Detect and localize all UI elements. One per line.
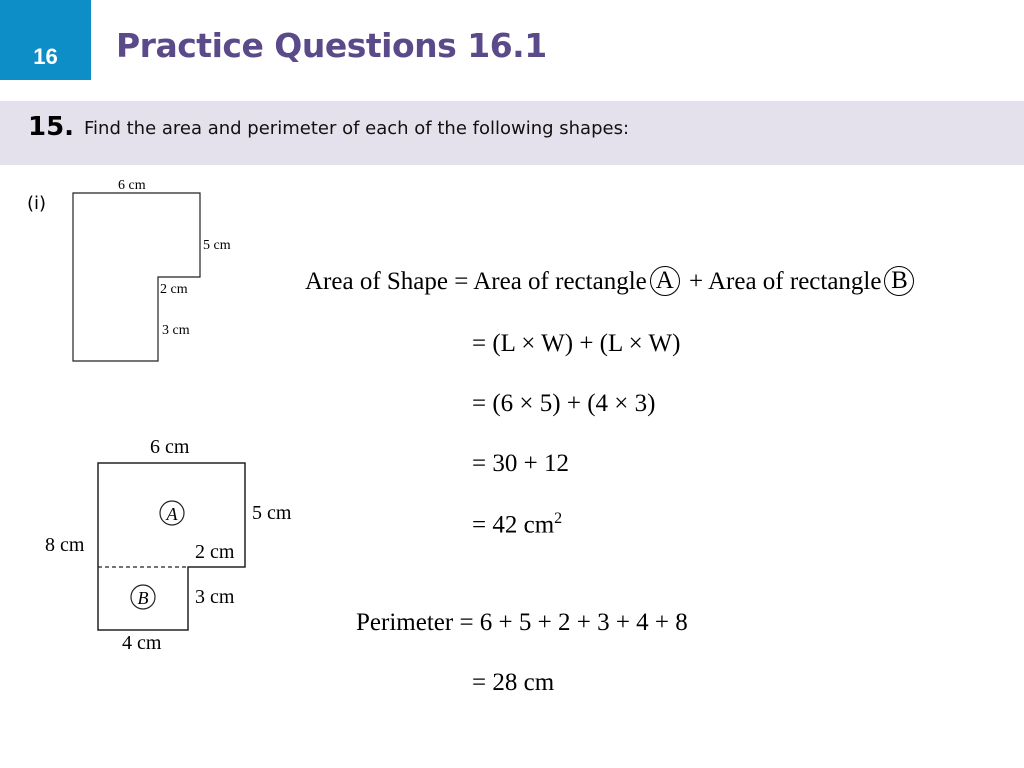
area-unit-exponent: 2 bbox=[554, 510, 563, 527]
perimeter-step-1-text: = 6 + 5 + 2 + 3 + 4 + 8 bbox=[459, 609, 688, 636]
chapter-number: 16 bbox=[33, 44, 58, 69]
question-number: 15. bbox=[28, 112, 75, 142]
perimeter-step-2-text: = 28 cm bbox=[472, 669, 555, 696]
label-bottom-2cm: 2 cm bbox=[195, 541, 235, 563]
perimeter-equation bbox=[356, 609, 688, 637]
label-top-2cm: 2 cm bbox=[160, 282, 188, 297]
label-bottom-8cm: 8 cm bbox=[45, 534, 85, 556]
area-lhs: Area of Shape bbox=[305, 268, 448, 295]
equals-sign: = bbox=[454, 268, 469, 295]
question-text: Find the area and perimeter of each of the following shapes: bbox=[84, 118, 630, 139]
perimeter-step-2 bbox=[472, 669, 554, 697]
label-top-5cm: 5 cm bbox=[203, 238, 231, 253]
page-title: Practice Questions 16.1 bbox=[116, 26, 547, 65]
label-bottom-6cm: 6 cm bbox=[150, 436, 190, 458]
label-top-6cm: 6 cm bbox=[118, 178, 146, 193]
area-step-1 bbox=[472, 330, 680, 358]
label-bottom-4cm: 4 cm bbox=[122, 632, 162, 654]
rect-b-badge: B bbox=[884, 266, 914, 296]
area-step-3 bbox=[472, 450, 569, 478]
area-step-1-text: = (L × W) + (L × W) bbox=[472, 330, 681, 357]
area-equation bbox=[305, 268, 917, 298]
region-a-label: A bbox=[166, 504, 178, 524]
label-bottom-5cm: 5 cm bbox=[252, 502, 292, 524]
perimeter-lhs: Perimeter bbox=[356, 609, 454, 636]
area-step-4 bbox=[472, 510, 562, 539]
part-label: (i) bbox=[27, 193, 47, 214]
rect-a-badge: A bbox=[650, 266, 680, 296]
area-step-3-text: = 30 + 12 bbox=[472, 450, 569, 477]
area-step-2-text: = (6 × 5) + (4 × 3) bbox=[472, 390, 656, 417]
label-top-3cm: 3 cm bbox=[162, 323, 190, 338]
label-bottom-3cm: 3 cm bbox=[195, 586, 235, 608]
region-b-label: B bbox=[137, 588, 149, 608]
rect-b-text: Area of rectangle bbox=[707, 268, 882, 295]
plus-sign: + bbox=[688, 268, 704, 295]
rect-a-text: Area of rectangle bbox=[473, 268, 647, 295]
area-step-2 bbox=[472, 390, 655, 418]
area-step-4-text: = 42 cm bbox=[472, 511, 555, 539]
